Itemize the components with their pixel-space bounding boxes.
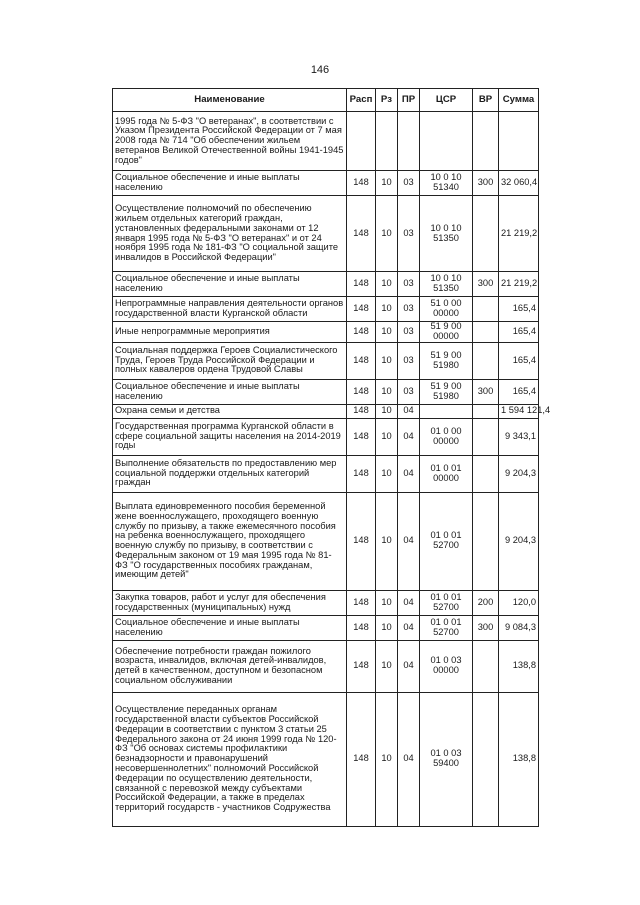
header-sum: Сумма bbox=[499, 89, 539, 112]
row-rz: 10 bbox=[376, 590, 398, 615]
row-rz: 10 bbox=[376, 692, 398, 826]
row-sum: 165,4 bbox=[499, 297, 539, 322]
row-rasp: 148 bbox=[347, 196, 376, 272]
row-vr bbox=[473, 322, 499, 343]
row-vr: 300 bbox=[473, 272, 499, 297]
row-pr: 03 bbox=[398, 196, 420, 272]
row-sum: 138,8 bbox=[499, 640, 539, 692]
table-header-row bbox=[113, 89, 539, 112]
row-name: Социальное обеспечение и иные выплаты населению bbox=[113, 615, 347, 640]
row-pr: 04 bbox=[398, 692, 420, 826]
row-vr bbox=[473, 692, 499, 826]
row-name: Охрана семьи и детства bbox=[113, 404, 347, 418]
row-pr: 03 bbox=[398, 379, 420, 404]
row-name: Закупка товаров, работ и услуг для обеспечения государственных (муниципальных) нужд bbox=[113, 590, 347, 615]
page-number: 146 bbox=[310, 64, 330, 76]
row-sum: 165,4 bbox=[499, 322, 539, 343]
header-vr: ВР bbox=[473, 89, 499, 112]
row-csr: 51 0 00 00000 bbox=[420, 297, 473, 322]
row-sum: 9 204,3 bbox=[499, 455, 539, 492]
row-name: Осуществление полномочий по обеспечению жильем отдельных категорий граждан, установленных федеральными законами от 12 января 1995 года № 5-ФЗ "О ветеранах" и от 24 ноября 1995 года № 181-ФЗ "О социальной защите инвалидов в Российской Федерации" bbox=[113, 196, 347, 272]
row-name: Непрограммные направления деятельности органов государственной власти Курганской области bbox=[113, 297, 347, 322]
row-vr bbox=[473, 112, 499, 171]
row-rasp: 148 bbox=[347, 404, 376, 418]
header-csr: ЦСР bbox=[420, 89, 473, 112]
row-vr bbox=[473, 297, 499, 322]
row-name: 1995 года № 5-ФЗ "О ветеранах", в соответствии с Указом Президента Российской Федерации от 7 мая 2008 года № 714 "Об обеспечении жильем ветеранов Великой Отечественной войны 1941-1945 годов" bbox=[113, 112, 347, 171]
row-rasp: 148 bbox=[347, 455, 376, 492]
row-sum: 165,4 bbox=[499, 342, 539, 379]
row-csr: 51 9 00 00000 bbox=[420, 322, 473, 343]
row-sum: 138,8 bbox=[499, 692, 539, 826]
row-vr bbox=[473, 492, 499, 590]
table-row bbox=[113, 418, 539, 455]
row-rz: 10 bbox=[376, 455, 398, 492]
row-sum: 21 219,2 bbox=[499, 272, 539, 297]
row-pr: 04 bbox=[398, 404, 420, 418]
row-name: Иные непрограммные мероприятия bbox=[113, 322, 347, 343]
row-name: Выплата единовременного пособия беременной жене военнослужащего, проходящего военную службу по призыву, а также ежемесячного пособия на ребенка военнослужащего, проходящего военную службу по призыву, в соответствии с Федеральным законом от 19 мая 1995 года № 81-ФЗ "О государственных пособиях гражданам, имеющим детей" bbox=[113, 492, 347, 590]
row-rz: 10 bbox=[376, 196, 398, 272]
header-rasp: Расп bbox=[347, 89, 376, 112]
row-pr: 03 bbox=[398, 297, 420, 322]
row-name: Социальное обеспечение и иные выплаты населению bbox=[113, 272, 347, 297]
row-rasp: 148 bbox=[347, 615, 376, 640]
row-rasp: 148 bbox=[347, 640, 376, 692]
table-row bbox=[113, 455, 539, 492]
row-rasp: 148 bbox=[347, 322, 376, 343]
row-pr: 04 bbox=[398, 640, 420, 692]
row-name: Социальное обеспечение и иные выплаты населению bbox=[113, 171, 347, 196]
row-sum: 1 594 121,4 bbox=[499, 404, 539, 418]
table-row bbox=[113, 322, 539, 343]
row-csr: 01 0 01 52700 bbox=[420, 615, 473, 640]
row-rz: 10 bbox=[376, 342, 398, 379]
table-row bbox=[113, 404, 539, 418]
row-csr: 51 9 00 51980 bbox=[420, 342, 473, 379]
row-csr: 01 0 00 00000 bbox=[420, 418, 473, 455]
budget-table bbox=[112, 88, 551, 827]
table-row bbox=[113, 492, 539, 590]
row-rz: 10 bbox=[376, 379, 398, 404]
row-vr: 300 bbox=[473, 615, 499, 640]
row-rz: 10 bbox=[376, 297, 398, 322]
row-pr: 04 bbox=[398, 418, 420, 455]
row-vr bbox=[473, 418, 499, 455]
row-rz: 10 bbox=[376, 492, 398, 590]
row-rz: 10 bbox=[376, 418, 398, 455]
row-rasp: 148 bbox=[347, 342, 376, 379]
row-csr: 10 0 10 51350 bbox=[420, 272, 473, 297]
table-row bbox=[113, 590, 539, 615]
table-row bbox=[113, 615, 539, 640]
row-rz: 10 bbox=[376, 615, 398, 640]
row-sum: 21 219,2 bbox=[499, 196, 539, 272]
row-pr: 04 bbox=[398, 492, 420, 590]
table-row bbox=[113, 171, 539, 196]
row-name: Выполнение обязательств по предоставлению мер социальной поддержки отдельных категорий граждан bbox=[113, 455, 347, 492]
table-row bbox=[113, 196, 539, 272]
row-vr: 300 bbox=[473, 379, 499, 404]
row-pr: 04 bbox=[398, 615, 420, 640]
header-rz: Рз bbox=[376, 89, 398, 112]
row-name: Социальное обеспечение и иные выплаты населению bbox=[113, 379, 347, 404]
row-pr: 04 bbox=[398, 455, 420, 492]
row-csr bbox=[420, 112, 473, 171]
row-rz: 10 bbox=[376, 272, 398, 297]
row-pr bbox=[398, 112, 420, 171]
row-name: Государственная программа Курганской области в сфере социальной защиты населения на 2014-2019 годы bbox=[113, 418, 347, 455]
row-rasp: 148 bbox=[347, 590, 376, 615]
row-vr: 300 bbox=[473, 171, 499, 196]
row-rz bbox=[376, 112, 398, 171]
row-name: Обеспечение потребности граждан пожилого возраста, инвалидов, включая детей-инвалидов, детей в качественном, доступном и безопасном социальном обслуживании bbox=[113, 640, 347, 692]
row-name: Осуществление переданных органам государственной власти субъектов Российской Федерации в соответствии с пунктом 3 статьи 25 Федерального закона от 24 июня 1999 года № 120-ФЗ "Об основах системы профилактики безнадзорности и правонарушений несовершеннолетних" полномочий Российской Федерации по осуществлению деятельности, связанной с перевозкой между субъектами Российской Федерации, а также в пределах территорий государств - участников Содружества bbox=[113, 692, 347, 826]
row-sum: 32 060,4 bbox=[499, 171, 539, 196]
row-vr bbox=[473, 196, 499, 272]
row-pr: 03 bbox=[398, 171, 420, 196]
row-csr: 01 0 01 00000 bbox=[420, 455, 473, 492]
row-pr: 04 bbox=[398, 590, 420, 615]
row-csr: 01 0 01 52700 bbox=[420, 492, 473, 590]
row-csr: 01 0 01 52700 bbox=[420, 590, 473, 615]
row-csr: 10 0 10 51340 bbox=[420, 171, 473, 196]
row-rasp: 148 bbox=[347, 171, 376, 196]
row-sum: 9 084,3 bbox=[499, 615, 539, 640]
row-sum bbox=[499, 112, 539, 171]
header-pr: ПР bbox=[398, 89, 420, 112]
row-vr bbox=[473, 640, 499, 692]
header-name: Наименование bbox=[113, 89, 347, 112]
row-rasp: 148 bbox=[347, 379, 376, 404]
row-pr: 03 bbox=[398, 272, 420, 297]
row-vr bbox=[473, 404, 499, 418]
table-row bbox=[113, 640, 539, 692]
row-rz: 10 bbox=[376, 171, 398, 196]
row-rz: 10 bbox=[376, 640, 398, 692]
row-pr: 03 bbox=[398, 342, 420, 379]
row-name: Социальная поддержка Героев Социалистического Труда, Героев Труда Российской Федерации и полных кавалеров ордена Трудовой Славы bbox=[113, 342, 347, 379]
row-csr: 51 9 00 51980 bbox=[420, 379, 473, 404]
row-sum: 120,0 bbox=[499, 590, 539, 615]
table-row bbox=[113, 342, 539, 379]
table-row bbox=[113, 297, 539, 322]
row-rasp: 148 bbox=[347, 492, 376, 590]
row-rasp: 148 bbox=[347, 692, 376, 826]
table-row bbox=[113, 272, 539, 297]
row-sum: 9 343,1 bbox=[499, 418, 539, 455]
row-rasp bbox=[347, 112, 376, 171]
row-vr bbox=[473, 455, 499, 492]
table-row bbox=[113, 692, 539, 826]
row-csr: 01 0 03 00000 bbox=[420, 640, 473, 692]
row-csr: 10 0 10 51350 bbox=[420, 196, 473, 272]
row-pr: 03 bbox=[398, 322, 420, 343]
table-row bbox=[113, 112, 539, 171]
row-rz: 10 bbox=[376, 404, 398, 418]
table-row bbox=[113, 379, 539, 404]
row-csr: 01 0 03 59400 bbox=[420, 692, 473, 826]
row-rasp: 148 bbox=[347, 272, 376, 297]
row-vr: 200 bbox=[473, 590, 499, 615]
row-sum: 9 204,3 bbox=[499, 492, 539, 590]
row-sum: 165,4 bbox=[499, 379, 539, 404]
row-rasp: 148 bbox=[347, 297, 376, 322]
row-csr bbox=[420, 404, 473, 418]
row-vr bbox=[473, 342, 499, 379]
row-rasp: 148 bbox=[347, 418, 376, 455]
row-rz: 10 bbox=[376, 322, 398, 343]
